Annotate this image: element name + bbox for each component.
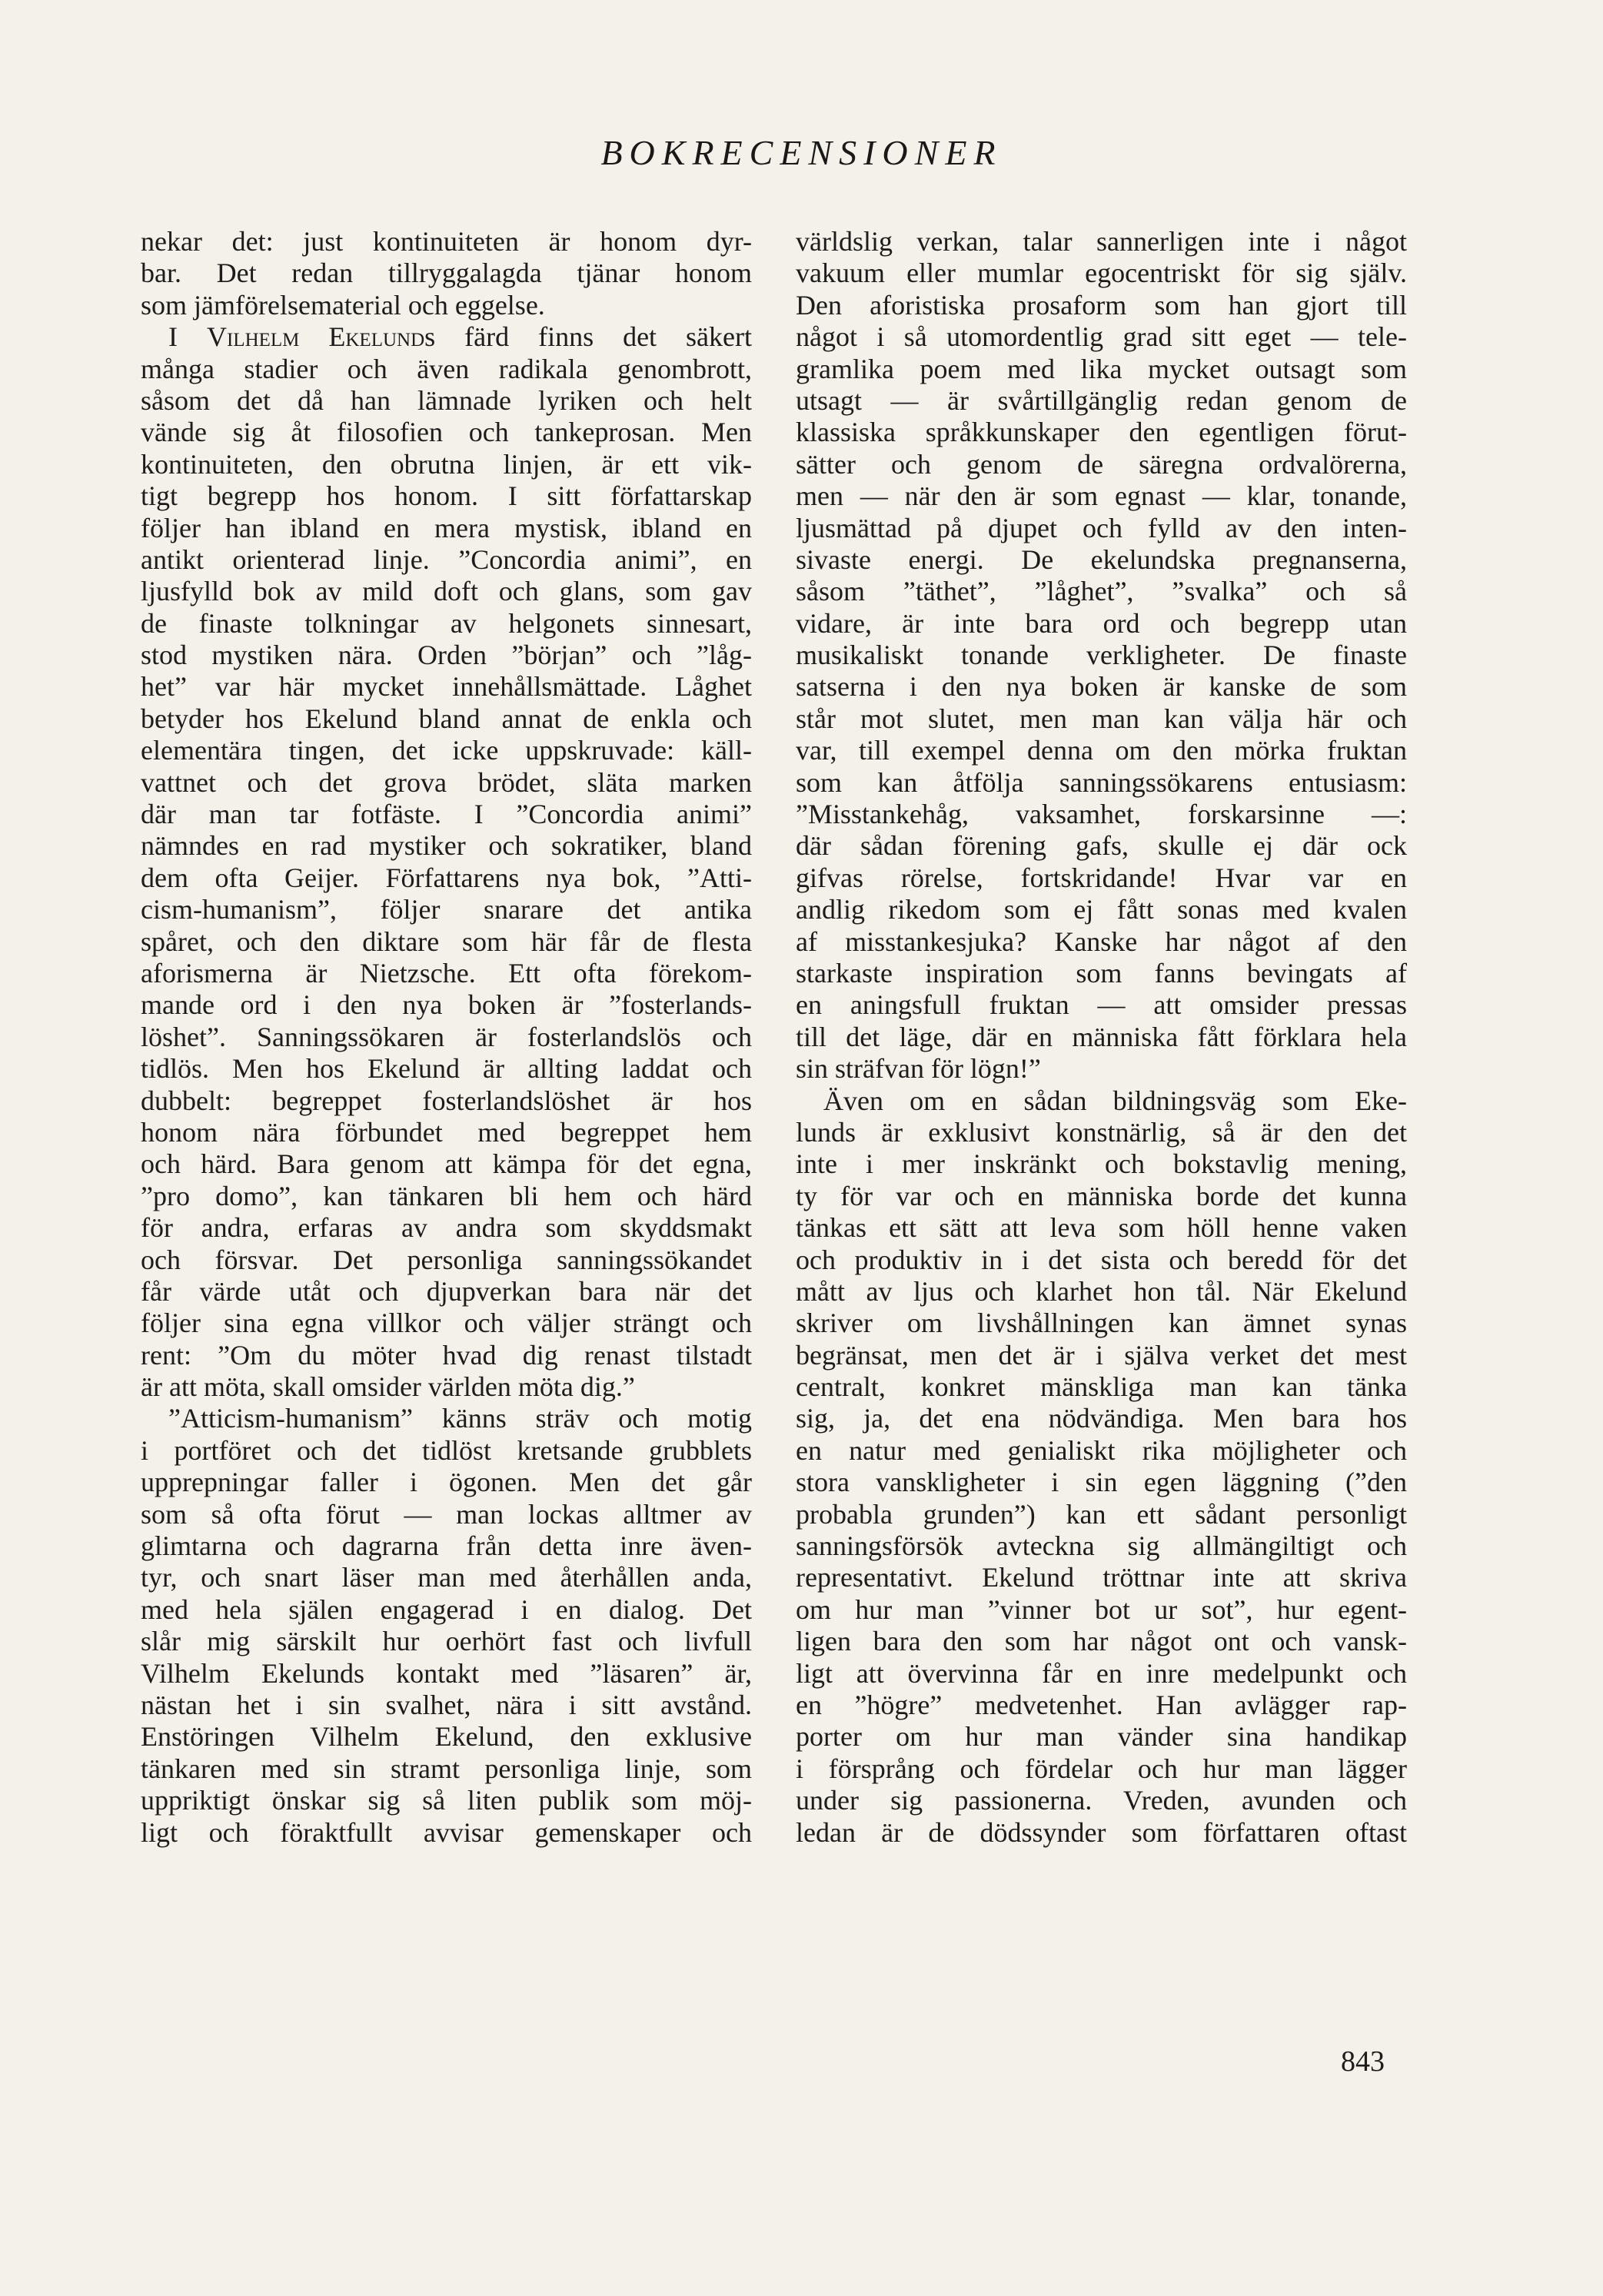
text-line: står mot slutet, men man kan välja här och	[796, 703, 1407, 734]
text-line: centralt, konkret mänskliga man kan tänka	[796, 1371, 1407, 1403]
text-line: får värde utåt och djupverkan bara när det	[141, 1275, 752, 1307]
text-line: tänkas ett sätt att leva som höll henne vaken	[796, 1212, 1407, 1244]
text-line: ”pro domo”, kan tänkaren bli hem och härd	[141, 1180, 752, 1211]
text-line: satserna i den nya boken är kanske de som	[796, 671, 1407, 703]
text-line: de finaste tolkningar av helgonets sinnesart,	[141, 607, 752, 639]
text-line: följer han ibland en mera mystisk, ibland en	[141, 512, 752, 543]
text-line: tidlös. Men hos Ekelund är allting laddat och	[141, 1053, 752, 1085]
text-line: ljusmättad på djupet och fylld av den inten-	[796, 512, 1407, 543]
text-line: rent: ”Om du möter hvad dig renast tilstadt	[141, 1339, 752, 1371]
text-line: upprepningar faller i ögonen. Men det går	[141, 1467, 752, 1498]
text-line: som så ofta förut — man lockas alltmer av	[141, 1498, 752, 1530]
text-line: mande ord i den nya boken är ”fosterlands-	[141, 989, 752, 1021]
text-line: ”Atticism-humanism” känns sträv och motig	[168, 1403, 752, 1434]
text-line: vände sig åt filosofien och tankeprosan. Men	[141, 417, 752, 448]
text-line: nästan het i sin svalhet, nära i sitt avstånd.	[141, 1689, 752, 1720]
text-line: ledan är de dödssynder som författaren oftast	[796, 1816, 1407, 1848]
text-line: stora vanskligheter i sin egen läggning (”den	[796, 1467, 1407, 1498]
text-line: uppriktigt önskar sig så liten publik som möj-	[141, 1785, 752, 1816]
text-line: bar. Det redan tillryggalagda tjänar honom	[141, 258, 752, 289]
text-line: aforismerna är Nietzsche. Ett ofta förekom-	[141, 957, 752, 989]
text-line: klassiska språkkunskaper den egentligen förut-	[796, 417, 1407, 448]
text-line: spåret, och den diktare som här får de flesta	[141, 925, 752, 957]
text-line: som kan åtfölja sanningssökarens entusiasm:	[796, 766, 1407, 798]
text-line: ligt och föraktfullt avvisar gemenskaper och	[141, 1816, 752, 1848]
text-line: ligen bara den som har något ont och vansk-	[796, 1626, 1407, 1657]
text-line: nämndes en rad mystiker och sokratiker, bland	[141, 830, 752, 862]
text-line: begränsat, men det är i själva verket det mest	[796, 1339, 1407, 1371]
text-line: en ”högre” medvetenhet. Han avlägger rap-	[796, 1689, 1407, 1720]
text-line: dem ofta Geijer. Författarens nya bok, ”Atti-	[141, 862, 752, 893]
text-line: sätter och genom de säregna ordvalörerna,	[796, 448, 1407, 480]
text-line: såsom ”täthet”, ”låghet”, ”svalka” och så	[796, 576, 1407, 607]
text-line: en aningsfull fruktan — att omsider pressas	[796, 989, 1407, 1021]
text-line: dubbelt: begreppet fosterlandslöshet är hos	[141, 1085, 752, 1116]
text-line: sin sträfvan för lögn!”	[796, 1053, 1041, 1085]
text-line: för andra, erfaras av andra som skyddsmakt	[141, 1212, 752, 1244]
running-head: BOKRECENSIONER	[600, 133, 1003, 172]
text-line: sig, ja, det ena nödvändiga. Men bara hos	[796, 1403, 1407, 1434]
text-line: Även om en sådan bildningsväg som Eke-	[823, 1085, 1407, 1116]
text-line: sivaste energi. De ekelundska pregnanserna,	[796, 543, 1407, 575]
text-line: och produktiv in i det sista och beredd för det	[796, 1244, 1407, 1275]
text-line: vakuum eller mumlar egocentriskt för sig själv.	[796, 258, 1407, 289]
text-line: het” var här mycket innehållsmättade. Låghet	[141, 671, 752, 703]
right-column	[796, 226, 1407, 1849]
text-line: Den aforistiska prosaform som han gjort till	[796, 289, 1407, 321]
text-line: en natur med genialiskt rika möjligheter och	[796, 1434, 1407, 1466]
text-line: löshet”. Sanningssökaren är fosterlandslös och	[141, 1021, 752, 1052]
text-line: elementära tingen, det icke uppskruvade: käll-	[141, 735, 752, 766]
text-line: slår mig särskilt hur oerhört fast och livfull	[141, 1626, 752, 1657]
text-line: något i så utomordentlig grad sitt eget — tele-	[796, 321, 1407, 353]
text-line: Enstöringen Vilhelm Ekelund, den exklusive	[141, 1721, 752, 1753]
text-line: under sig passionerna. Vreden, avunden och	[796, 1785, 1407, 1816]
text-line: om hur man ”vinner bot ur sot”, hur egent-	[796, 1593, 1407, 1625]
text-line: Vilhelm Ekelunds kontakt med ”läsaren” är,	[141, 1657, 752, 1689]
text-line: många stadier och även radikala genombrott,	[141, 353, 752, 384]
text-line: vidare, är inte bara ord och begrepp utan	[796, 607, 1407, 639]
text-line: ligt att övervinna får en inre medelpunkt och	[796, 1657, 1407, 1689]
text-line: följer sina egna villkor och väljer strängt och	[141, 1307, 752, 1339]
text-line: där man tar fotfäste. I ”Concordia animi”	[141, 799, 752, 830]
text-line: tigt begrepp hos honom. I sitt författarskap	[141, 480, 752, 512]
text-line: vattnet och det grova brödet, släta marken	[141, 766, 752, 798]
text-line: ”Misstankehåg, vaksamhet, forskarsinne —:	[796, 799, 1407, 830]
text-line: skriver om livshållningen kan ämnet synas	[796, 1307, 1407, 1339]
text-line: glimtarna och dagrarna från detta inre även-	[141, 1530, 752, 1562]
text-line: I Vilhelm Ekelunds färd finns det säkert	[168, 321, 752, 353]
text-line: utsagt — är svårtillgänglig redan genom de	[796, 384, 1407, 416]
text-line: som jämförelsematerial och eggelse.	[141, 289, 545, 321]
text-line: gramlika poem med lika mycket outsagt som	[796, 353, 1407, 384]
text-line: men — när den är som egnast — klar, tonande,	[796, 480, 1407, 512]
text-line: är att möta, skall omsider världen möta dig.”	[141, 1371, 635, 1403]
text-line: och härd. Bara genom att kämpa för det egna,	[141, 1148, 752, 1180]
text-line: af misstankesjuka? Kanske har något af den	[796, 925, 1407, 957]
text-line: honom nära förbundet med begreppet hem	[141, 1116, 752, 1148]
text-line: mått av ljus och klarhet hon tål. När Ekelund	[796, 1275, 1407, 1307]
text-line: cism-humanism”, följer snarare det antika	[141, 894, 752, 925]
left-column	[141, 226, 752, 1849]
text-line: lunds är exklusivt konstnärlig, så är den det	[796, 1116, 1407, 1148]
text-line: ljusfylld bok av mild doft och glans, som gav	[141, 576, 752, 607]
text-line: i försprång och fördelar och hur man lägger	[796, 1753, 1407, 1784]
text-line: porter om hur man vänder sina handikap	[796, 1721, 1407, 1753]
text-line: representativt. Ekelund tröttnar inte att skriva	[796, 1562, 1407, 1593]
text-line: starkaste inspiration som fanns bevingats af	[796, 957, 1407, 989]
text-line: gifvas rörelse, fortskridande! Hvar var en	[796, 862, 1407, 893]
text-line: i portföret och det tidlöst kretsande grubblets	[141, 1434, 752, 1466]
text-line: sanningsförsök avteckna sig allmängiltigt och	[796, 1530, 1407, 1562]
text-line: till det läge, där en människa fått förklara hela	[796, 1021, 1407, 1052]
text-line: världslig verkan, talar sannerligen inte i något	[796, 226, 1407, 257]
text-line: såsom det då han lämnade lyriken och helt	[141, 384, 752, 416]
page-number: 843	[1341, 2045, 1385, 2078]
text-line: antikt orienterad linje. ”Concordia animi”, en	[141, 543, 752, 575]
text-line: probabla grunden”) kan ett sådant personligt	[796, 1498, 1407, 1530]
text-line: kontinuiteten, den obrutna linjen, är ett vik-	[141, 448, 752, 480]
text-line: tänkaren med sin stramt personliga linje, som	[141, 1753, 752, 1784]
text-line: betyder hos Ekelund bland annat de enkla och	[141, 703, 752, 734]
text-line: med hela själen engagerad i en dialog. Det	[141, 1593, 752, 1625]
text-line: stod mystiken nära. Orden ”början” och ”låg-	[141, 640, 752, 671]
text-line: och försvar. Det personliga sanningssökandet	[141, 1244, 752, 1275]
text-line: inte i mer inskränkt och bokstavlig mening,	[796, 1148, 1407, 1180]
text-line: nekar det: just kontinuiteten är honom dyr-	[141, 226, 752, 257]
text-line: ty för var och en människa borde det kunna	[796, 1180, 1407, 1211]
text-line: var, till exempel denna om den mörka fruktan	[796, 735, 1407, 766]
text-line: musikaliskt tonande verkligheter. De finaste	[796, 640, 1407, 671]
text-line: tyr, och snart läser man med återhållen anda,	[141, 1562, 752, 1593]
text-line: där sådan förening gafs, skulle ej där ock	[796, 830, 1407, 862]
text-line: andlig rikedom som ej fått sonas med kvalen	[796, 894, 1407, 925]
